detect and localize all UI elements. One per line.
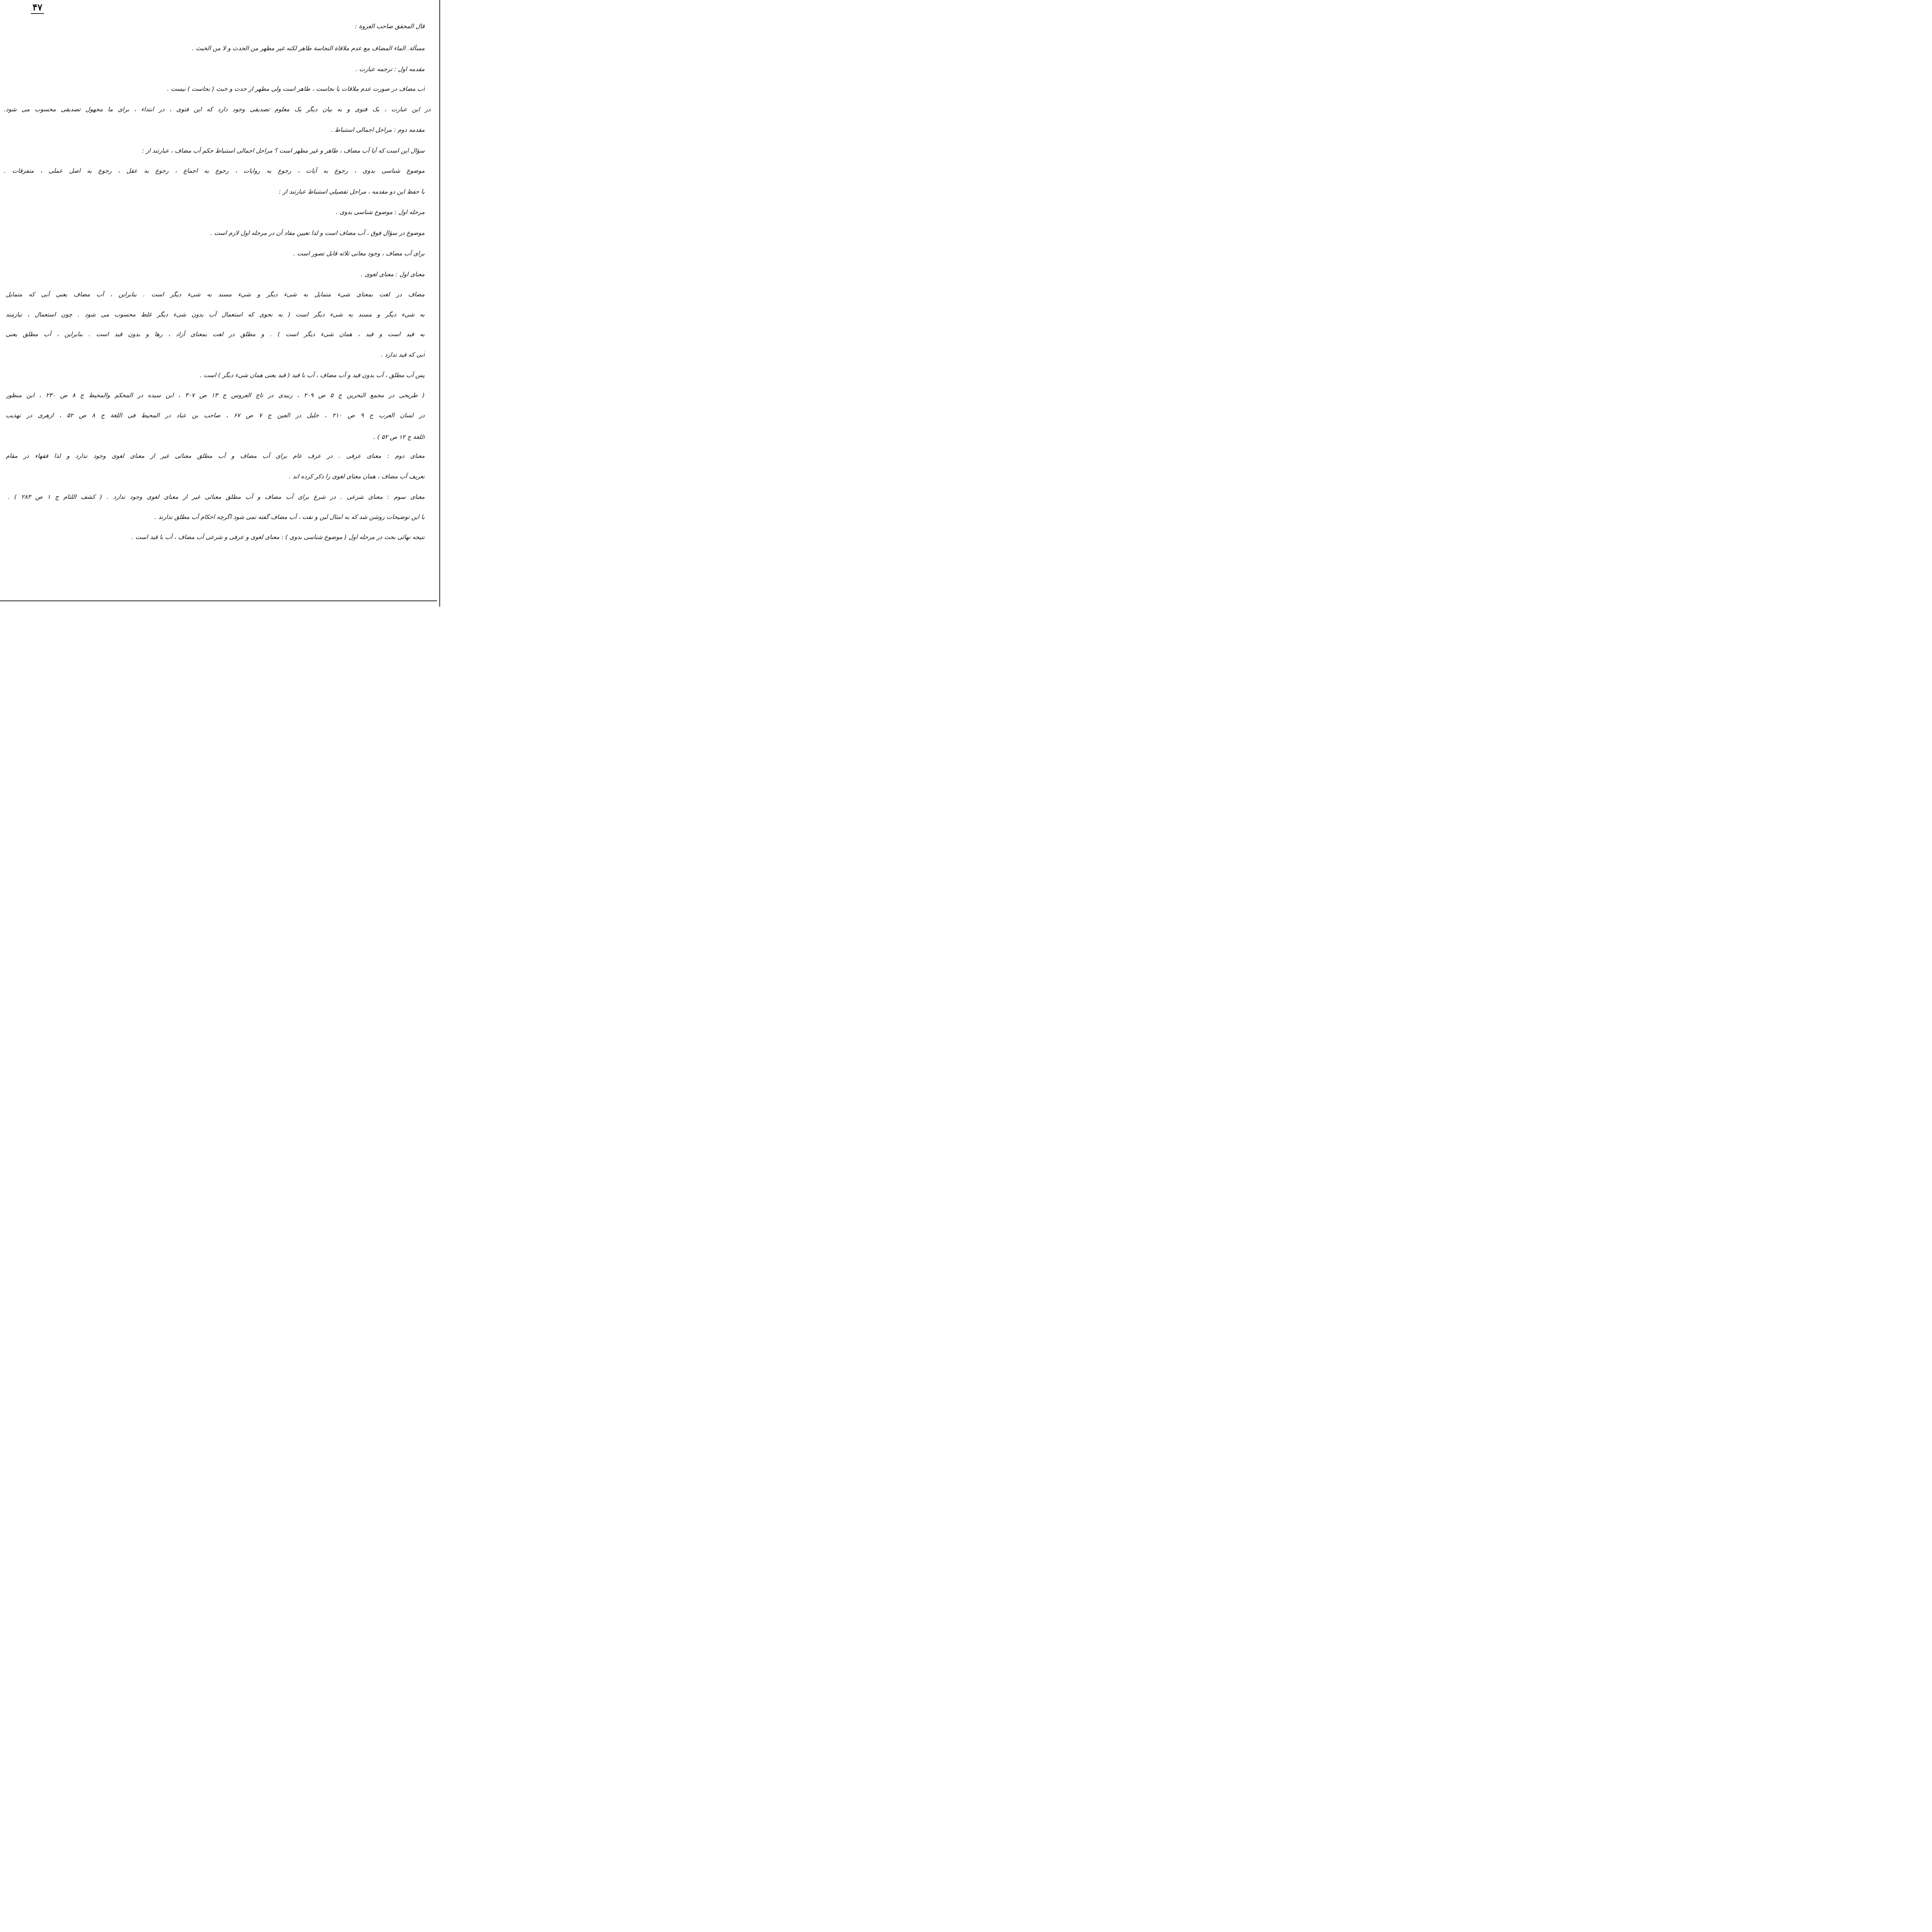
text-line: مضاف در لغت بمعنای شیء متمایل به شیء دیگر و شیء مسند به شیء دیگر است . بنابراین ، آب مضاف یعنی آبی که متمایل — [6, 291, 425, 298]
text-line: اللغة ج ۱۲ ص ۵۲ ) . — [373, 434, 425, 440]
text-line: پس آب مطلق ، آب بدون قید و آب مضاف ، آب با قید ( قید یعنی همان شیء دیگر ) است . — [200, 372, 425, 379]
text-line: مسألة. الماء المضاف مع عدم ملاقاة النجاسة طاهر لكنه غير مطهر من الحدث و لا من الخبث . — [192, 45, 425, 52]
text-line: نتیجه نهائی بحث در مرحله اول ( موضوع شناسی بدوی ) : معنای لغوی و عرفی و شرعی آب مضاف ، آب با قید است . — [131, 534, 425, 541]
text-line: برای آب مضاف ، وجود معانی ثلاثه قابل تصور است . — [293, 250, 425, 257]
text-line: معنای اول : معنای لغوی . — [361, 271, 425, 278]
text-line: معنای دوم : معنای عرفی . در عرف عام برای آب مضاف و آب مطلق معنائی غیر از معنای لغوی وجود ندارد و لذا فقهاء در مقام — [6, 452, 425, 459]
text-line: موضوع شناسی بدوی ، رجوع به آیات ، رجوع به روایات ، رجوع به اجماع ، رجوع به عقل ، رجوع به اصل عملی ، متفرقات . — [4, 167, 425, 174]
text-line: مقدمه دوم : مراحل اجمالی استنباط . — [331, 126, 425, 133]
text-line: معنای سوم : معنای شرعی . در شرع برای آب مضاف و آب مطلق معنائی غیر از معنای لغوی وجود ندارد . ( کشف اللثام ج ۱ ص ۲۸۳ ) . — [8, 493, 425, 500]
text-line: موضوع در سؤال فوق ، آب مضاف است و لذا تعیین مفاد آن در مرحله اول لازم است . — [210, 230, 425, 236]
text-line: سؤال این است که آیا آب مضاف ، طاهر و غیر مطهر است ؟ مراحل اجمالی استنباط حکم آب مضاف ، عبارتند از : — [142, 147, 425, 154]
text-line: قال المحقق صاحب العروة : — [355, 23, 425, 30]
text-line: آب مضاف در صورت عدم ملاقات با نجاست ، طاهر است ولی مطهر از حدث و خبث ( نجاست ) نیست . — [167, 85, 425, 92]
text-line: تعریف آب مضاف ، همان معنای لغوی را ذکر کرده اند . — [289, 473, 425, 480]
text-line: به شیء دیگر و مسند به شیء دیگر است ( به نحوی که استعمال آب بدون شیء دیگر غلط محسوب می شود . چون استعمال ، نیازمند — [6, 311, 425, 318]
text-line: به قید است و قید ، همان شیء دیگر است ) . و مطلق در لغت بمعنای آزاد ، رها و بدون قید است . بنابراین ، آب مطلق یعنی — [6, 331, 425, 338]
page-bottom-rule — [0, 600, 437, 601]
text-line: با حفظ این دو مقدمه ، مراحل تفصیلی استنباط عبارتند از : — [279, 188, 425, 195]
text-line: آبی که قید ندارد . — [381, 351, 425, 358]
text-line: در لسان العرب ج ۹ ص ۲۱۰ ، خلیل در العین ج ۷ ص ۶۷ ، صاحب بن عباد در المحیط فی اللغة ج ۸ ص ۵۲ ، ازهری در تهذیب — [6, 412, 425, 419]
text-line: در این عبارت ، یک فتوی و به بیان دیگر یک معلوم تصدیقی وجود دارد که این فتوی ، در ابتداء ، برای ما مجهول تصدیقی محسوب می شود. — [4, 106, 430, 113]
page-right-edge-rule — [439, 0, 440, 607]
text-line: ( طریحی در مجمع البحرین ج ۵ ص ۲۰۹ ، زبیدی در تاج العروس ج ۱۳ ص ۳۰۷ ، ابن سیده در المحکم والمحیط ج ۸ ص ۲۳۰ ، ابن منظور — [6, 392, 425, 399]
page-number: ۴۷ — [31, 2, 44, 14]
text-line: با این توضیحات روشن شد که به امثال لبن و نفت ، آب مضاف گفته نمی شود اگرچه احکام آب مطلق ندارند . — [154, 514, 425, 520]
text-line: مرحله اول : موضوع شناسی بدوی . — [336, 209, 425, 216]
text-line: مقدمه اول : ترجمه عبارت . — [355, 66, 425, 73]
